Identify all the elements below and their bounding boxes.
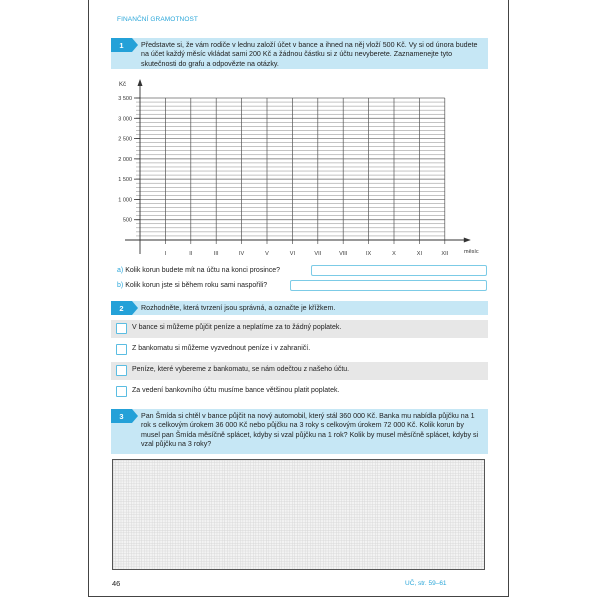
page-number: 46	[112, 579, 121, 588]
y-tick-label: 1 000	[118, 197, 132, 204]
x-tick-label: III	[213, 251, 219, 257]
y-tick-label: 500	[122, 217, 132, 224]
statement-3-checkbox[interactable]	[116, 365, 127, 376]
x-tick-label: II	[189, 251, 193, 257]
y-tick-label: 3 500	[118, 96, 132, 102]
task-3-box	[111, 409, 488, 454]
task-2-text: Rozhodněte, která tvrzení jsou správná, a označte je křížkem.	[141, 304, 336, 312]
statement-2-text: Z bankomatu si můžeme vyzvednout peníze i v zahraničí.	[132, 345, 311, 352]
statement-row	[111, 341, 488, 359]
x-tick-label: IV	[238, 251, 245, 257]
task-1-badge: 1	[111, 38, 132, 52]
question-a-letter: a)	[117, 267, 124, 274]
x-tick-labels	[165, 251, 449, 257]
x-tick-label: X	[392, 251, 396, 257]
question-a	[117, 267, 280, 274]
x-tick-label: V	[265, 251, 269, 257]
y-tick-label: 2 000	[118, 156, 132, 163]
question-a-text: Kolik korun budete mít na účtu na konci prosince?	[125, 267, 281, 274]
statement-2-checkbox[interactable]	[116, 344, 127, 355]
statement-4-text: Za vedení bankovního účtu musíme bance většinou platit poplatek.	[132, 387, 340, 394]
y-tick-label: 3 000	[118, 116, 132, 123]
horizontal-gridlines	[136, 98, 445, 236]
answer-a-field[interactable]	[311, 265, 487, 276]
x-tick-label: IX	[365, 251, 372, 257]
x-tick-label: VI	[289, 251, 296, 257]
x-tick-label: XI	[416, 251, 423, 257]
statement-1-checkbox[interactable]	[116, 323, 127, 334]
y-axis-label: Kč	[119, 82, 127, 88]
statement-row	[111, 383, 488, 401]
statement-4-checkbox[interactable]	[116, 386, 127, 397]
statement-row	[111, 362, 488, 380]
task-3-text: Pan Šmída si chtěl v bance půjčit na nový automobil, který stál 360 000 Kč. Banka mu nabídla půjčku na 1 rok s celkovým úrokem 36 000 Kč nebo půjčku na 3 roky s celkovým úrokem 72 000 Kč. Kolik korun by musel pan Šmída měsíčně splácet, kdyby si vzal půjčku na 1 rok? Kolik by musel měsíčně splácet, kdyby si vzal půjčku na 3 roky?	[141, 412, 479, 449]
task-2-box	[111, 301, 488, 315]
question-b-text: Kolik korun jste si během roku sami naspořili?	[125, 282, 268, 289]
task-3-badge: 3	[111, 409, 132, 423]
x-tick-label: VIII	[339, 251, 348, 257]
statement-1-text: V bance si můžeme půjčit peníze a neplatíme za to žádný poplatek.	[132, 324, 342, 331]
answer-grid-area[interactable]	[112, 459, 485, 570]
textbook-reference: UČ, str. 59–61	[405, 580, 447, 587]
task-1-text: Představte si, že vám rodiče v lednu založí účet v bance a ihned na něj vloží 500 Kč. Vy si od února budete na účet každý měsíc vkládat sami 200 Kč a žádnou částku si z účtu nevyberete. Zaznamenejte tyto skutečnosti do grafu a odpovězte na otázky.	[141, 41, 478, 68]
question-b	[117, 282, 267, 289]
y-tick-labels	[118, 96, 132, 224]
statement-3-text: Peníze, které vybereme z bankomatu, se nám odečtou z našeho účtu.	[132, 366, 350, 373]
y-tick-label: 2 500	[118, 136, 132, 143]
task-2-badge: 2	[111, 301, 132, 315]
x-axis-arrow	[464, 238, 471, 243]
y-axis-arrow	[138, 79, 143, 86]
x-tick-label: XII	[441, 251, 449, 257]
x-axis-label: měsíc	[464, 249, 479, 255]
answer-b-field[interactable]	[290, 280, 487, 291]
question-b-letter: b)	[117, 282, 124, 289]
x-tick-label: I	[164, 251, 167, 257]
statement-row	[111, 320, 488, 338]
section-title: FINANČNÍ GRAMOTNOST	[117, 16, 198, 23]
y-tick-label: 1 500	[118, 177, 132, 184]
x-tick-label: VII	[314, 251, 322, 257]
